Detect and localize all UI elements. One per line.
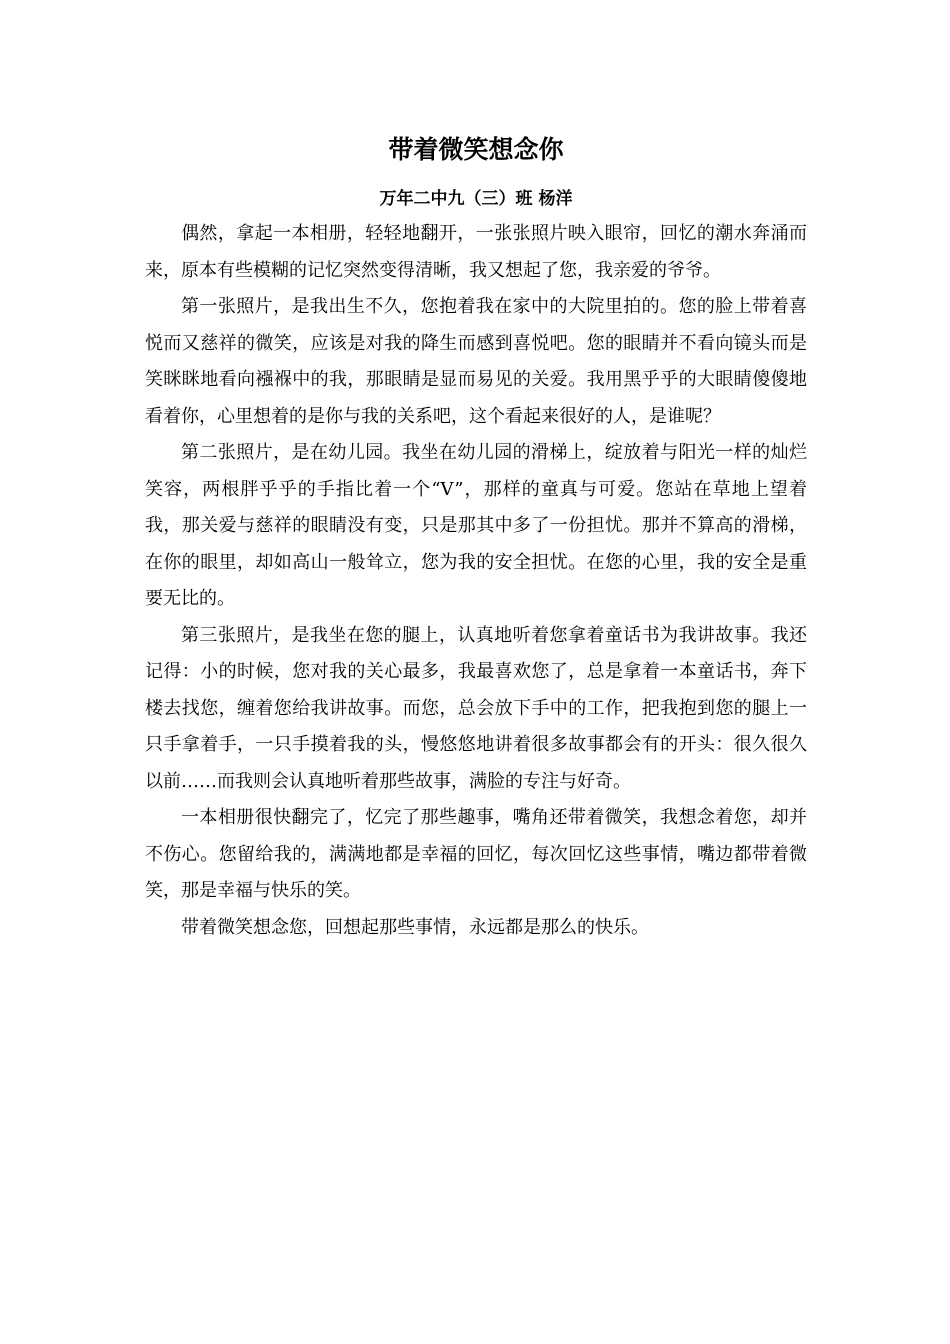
paragraph-4: 第三张照片，是我坐在您的腿上，认真地听着您拿着童话书为我讲故事。我还记得：小的时候，您对我的关心最多，我最喜欢您了，总是拿着一本童话书，奔下楼去找您，缠着您给我讲故事。而您，总会放下手中的工作，把我抱到您的腿上一只手拿着手，一只手摸着我的头，慢悠悠地讲着很多故事都会有的开头：很久很久以前……而我则会认真地听着那些故事，满脸的专注与好奇。 (145, 624, 807, 792)
paragraph-6: 带着微笑想念您，回想起那些事情，永远都是那么的快乐。 (181, 916, 649, 938)
paragraph-5: 一本相册很快翻完了，忆完了那些趣事，嘴角还带着微笑，我想念着您，却并不伤心。您留给我的，满满地都是幸福的回忆，每次回忆这些事情，嘴边都带着微笑，那是幸福与快乐的笑。 (145, 807, 807, 901)
author-byline: 万年二中九（三）班 杨洋 (379, 189, 573, 209)
paragraph-3: 第二张照片，是在幼儿园。我坐在幼儿园的滑梯上，绽放着与阳光一样的灿烂笑容，两根胖乎乎的手指比着一个“V”，那样的童真与可爱。您站在草地上望着我，那关爱与慈祥的眼睛没有变，只是那其中多了一份担忧。那并不算高的滑梯，在你的眼里，却如高山一般耸立，您为我的安全担忧。在您的心里，我的安全是重要无比的。 (145, 442, 807, 609)
document-body (145, 128, 807, 946)
paragraph-2: 第一张照片，是我出生不久，您抱着我在家中的大院里拍的。您的脸上带着喜悦而又慈祥的微笑，应该是对我的降生而感到喜悦吧。您的眼睛并不看向镜头而是笑眯眯地看向襁褓中的我，那眼睛是显而易见的关爱。我用黑乎乎的大眼睛傻傻地看着你，心里想着的是你与我的关系吧，这个看起来很好的人，是谁呢？ (145, 296, 807, 427)
paragraph-1: 偶然，拿起一本相册，轻轻地翻开，一张张照片映入眼帘，回忆的潮水奔涌而来，原本有些模糊的记忆突然变得清晰，我又想起了您，我亲爱的爷爷。 (145, 223, 807, 281)
page-title: 带着微笑想念你 (388, 135, 564, 164)
